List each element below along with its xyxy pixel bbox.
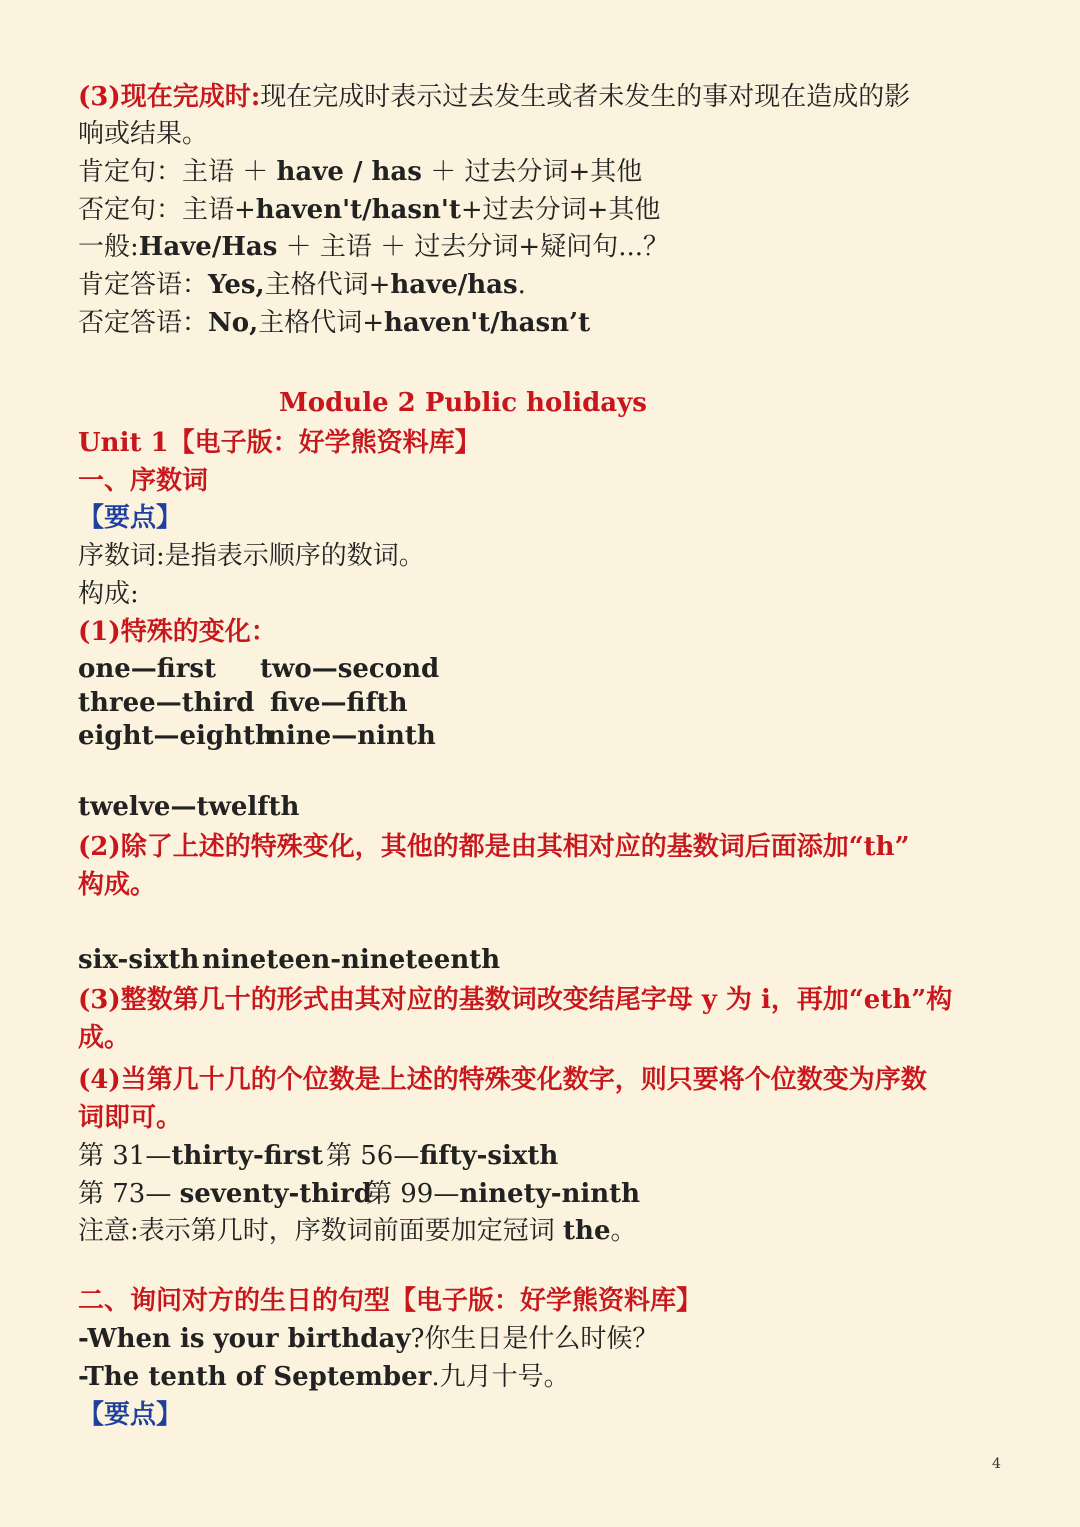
yes-label: 肯定答语： — [78, 270, 209, 300]
question-chinese: ?你生日是什么时候？ — [410, 1324, 659, 1354]
present-perfect-desc-2: 响或结果。 — [78, 119, 209, 149]
question-formula — [78, 228, 1004, 266]
no-pronoun: 主格代词+ — [258, 308, 384, 338]
question-english: -When is your birthday — [78, 1324, 411, 1354]
negative-answer — [78, 304, 1004, 342]
twelve-example: twelve—twelfth — [78, 792, 300, 822]
example-word: nineteen-nineteenth — [202, 945, 501, 975]
key-point-label-2: 【要点】 — [78, 1400, 183, 1430]
example-word: fifty-sixth — [419, 1141, 559, 1171]
example-31-56 — [78, 1137, 1004, 1175]
affirmative-formula — [78, 153, 1004, 191]
yes-pronoun: 主格代词+ — [264, 270, 391, 300]
neg-verb: haven't/hasn't — [255, 195, 461, 225]
example-label: 第 31— — [78, 1141, 172, 1171]
note-article: the — [563, 1216, 611, 1246]
present-perfect-title: (3)现在完成时: — [78, 82, 261, 112]
ordinal-definition: 序数词:是指表示顺序的数词。 — [78, 541, 425, 571]
yes-word: Yes, — [208, 270, 265, 300]
section2-heading: 二、询问对方的生日的句型【电子版：好学熊资料库】 — [78, 1286, 703, 1316]
rule2-line-1: (2)除了上述的特殊变化，其他的都是由其相对应的基数词后面添加“th” — [78, 832, 910, 862]
birthday-question — [78, 1320, 1004, 1358]
yes-period: . — [517, 270, 526, 300]
rule4-line-2: 词即可。 — [78, 1103, 183, 1133]
present-perfect-desc: 现在完成时表示过去发生或者未发生的事对现在造成的影 — [260, 82, 911, 112]
question-rest: ＋ 主语 ＋ 过去分词+疑问句...？ — [285, 232, 670, 262]
ordinal-pair-row — [78, 717, 1004, 755]
ordinal-pair: one—first — [78, 654, 217, 684]
no-word: No, — [208, 308, 259, 338]
key-point-label: 【要点】 — [78, 503, 183, 533]
no-verb: haven't/hasn’t — [383, 308, 591, 338]
affirm-rest: ＋ 过去分词+其他 — [430, 157, 643, 187]
ordinal-pair: nine—ninth — [267, 721, 436, 751]
neg-label: 否定句：主语+ — [78, 195, 256, 225]
example-word: seventy-third — [179, 1179, 372, 1209]
composition-label: 构成: — [78, 579, 139, 609]
affirmative-answer — [78, 266, 1004, 304]
rule1-heading: (1)特殊的变化： — [78, 617, 277, 647]
present-perfect-line-1 — [78, 78, 1004, 116]
example-word: ninety-ninth — [459, 1179, 641, 1209]
example-label: 第 56— — [326, 1141, 420, 1171]
neg-rest: +过去分词+其他 — [460, 195, 661, 225]
answer-english: -The tenth of September — [78, 1362, 432, 1392]
example-word: thirty-first — [171, 1141, 324, 1171]
example-73-99 — [78, 1175, 1004, 1213]
ordinal-pair-row — [78, 650, 1004, 688]
rule4-line-1: (4)当第几十几的个位数是上述的特殊变化数字，则只要将个位数变为序数 — [78, 1065, 927, 1095]
page-number: 4 — [992, 1456, 1001, 1472]
unit-title: Unit 1【电子版：好学熊资料库】 — [78, 428, 481, 458]
negative-formula — [78, 191, 1004, 229]
ordinal-pair: three—third — [78, 688, 255, 718]
section1-heading: 一、序数词 — [78, 466, 209, 496]
ordinal-pair: eight—eighth — [78, 721, 274, 751]
question-verb: Have/Has — [138, 232, 278, 262]
rule2-examples — [78, 941, 1004, 979]
rule2-line-2: 构成。 — [78, 870, 157, 900]
example-label: 第 73— — [78, 1179, 180, 1209]
answer-chinese: .九月十号。 — [431, 1362, 570, 1392]
note-line — [78, 1212, 1004, 1250]
ordinal-pair: five—fifth — [270, 688, 408, 718]
ordinal-pair: two—second — [260, 654, 440, 684]
affirm-verb: have / has — [276, 157, 422, 187]
yes-verb: have/has — [390, 270, 518, 300]
rule3-line-2: 成。 — [78, 1023, 131, 1053]
note-text: 注意:表示第几时，序数词前面要加定冠词 — [78, 1216, 564, 1246]
no-label: 否定答语： — [78, 308, 209, 338]
rule3-line-1: (3)整数第几十的形式由其对应的基数词改变结尾字母 y 为 i，再加“eth”构 — [78, 985, 953, 1015]
example-word: six-sixth — [78, 945, 200, 975]
module-title: Module 2 Public holidays — [279, 388, 647, 418]
birthday-answer — [78, 1358, 1004, 1396]
affirm-label: 肯定句：主语 ＋ — [78, 157, 269, 187]
example-label: 第 99— — [366, 1179, 460, 1209]
note-end: 。 — [610, 1216, 637, 1246]
question-label: 一般: — [78, 232, 139, 262]
